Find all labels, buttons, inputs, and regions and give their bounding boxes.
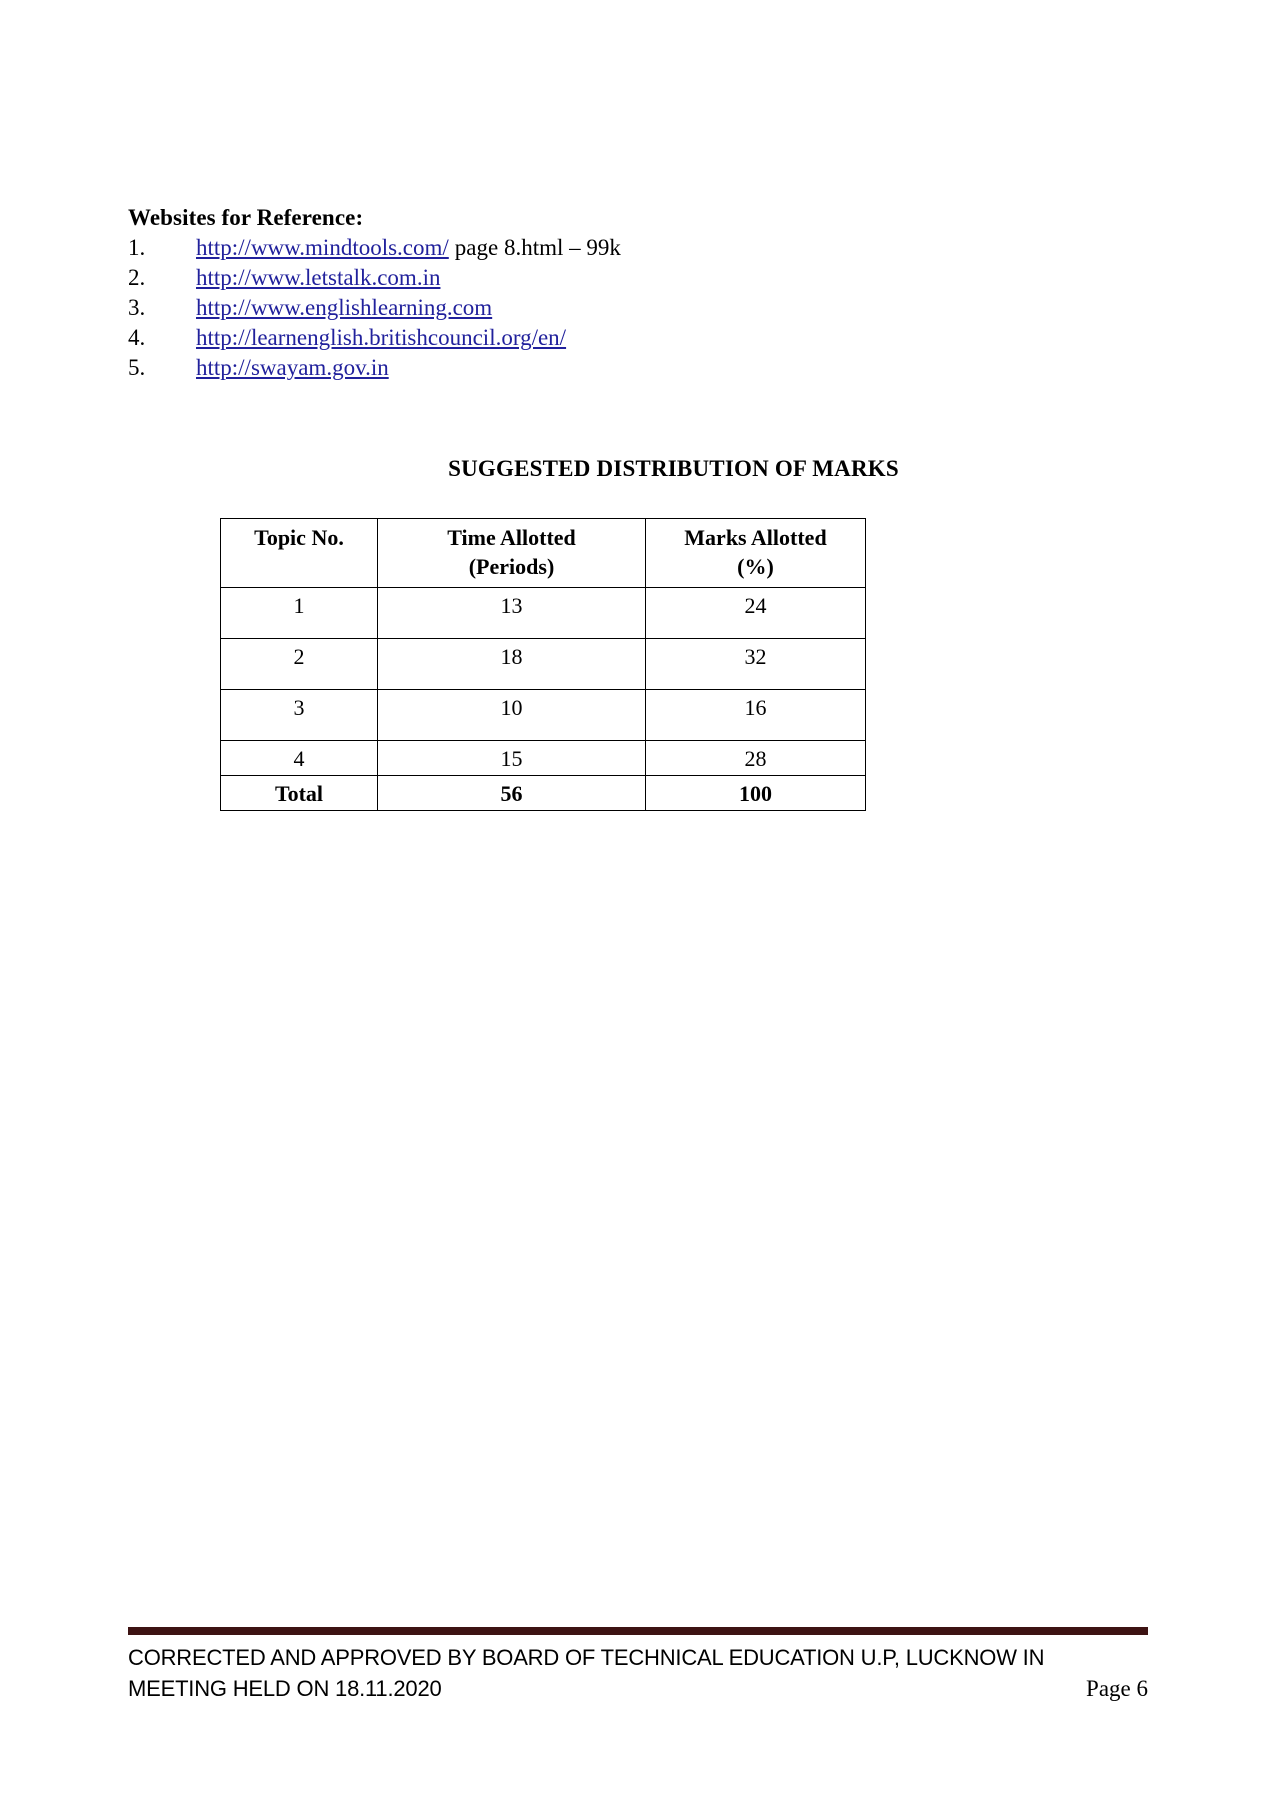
cell-topic-no: 4 [221,741,378,776]
page-footer [128,1627,1148,1705]
list-item [128,323,1028,353]
column-header-topic-no-label: Topic No. [254,525,344,550]
cell-topic-no: 1 [221,588,378,639]
table-row [221,588,866,639]
reference-link[interactable]: http://www.mindtools.com/ [196,234,449,260]
page-number: Page 6 [1086,1676,1148,1702]
column-header-marks-allotted-label: Marks Allotted [684,525,827,550]
footer-text-block [128,1643,1148,1705]
reference-link[interactable]: http://swayam.gov.in [196,354,389,380]
reference-link-list [128,233,1028,383]
list-item [128,353,1028,383]
reference-link[interactable]: http://www.englishlearning.com [196,294,493,320]
list-item-number: 5. [128,354,146,380]
cell-time-allotted: 15 [378,741,646,776]
marks-distribution-table [220,518,865,811]
list-item [128,233,1028,263]
cell-marks-allotted: 24 [646,588,866,639]
list-item-number: 2. [128,264,146,290]
websites-reference-heading: Websites for Reference: [128,205,364,230]
list-item-number: 1. [128,234,146,260]
cell-time-allotted: 18 [378,639,646,690]
cell-time-allotted: 13 [378,588,646,639]
cell-topic-no: 2 [221,639,378,690]
list-item [128,293,1028,323]
cell-marks-allotted: 32 [646,639,866,690]
table-row [221,639,866,690]
cell-total-time: 56 [378,776,646,811]
table-header-row [221,519,866,588]
column-header-time-allotted [378,519,646,588]
list-item-number: 4. [128,324,146,350]
column-header-time-allotted-unit: (Periods) [468,554,555,580]
column-header-time-allotted-label: Time Allotted [447,525,576,550]
table-total-row [221,776,866,811]
page-title: SUGGESTED DISTRIBUTION OF MARKS [448,456,899,481]
footer-divider [128,1627,1148,1635]
footer-line-2-row [128,1673,1148,1705]
cell-total-marks: 100 [646,776,866,811]
cell-topic-no: 3 [221,690,378,741]
reference-link[interactable]: http://www.letstalk.com.in [196,264,441,290]
cell-total-label: Total [221,776,378,811]
column-header-topic-no [221,519,378,588]
cell-time-allotted: 10 [378,690,646,741]
list-item [128,263,1028,293]
reference-link-suffix: page 8.html – 99k [454,234,621,260]
websites-reference-section [128,203,1028,383]
footer-line-1: CORRECTED AND APPROVED BY BOARD OF TECHNICAL EDUCATION U.P, LUCKNOW IN [128,1645,1045,1670]
footer-line-2: MEETING HELD ON 18.11.2020 [128,1676,442,1702]
reference-link[interactable]: http://learnenglish.britishcouncil.org/en/ [196,324,567,350]
column-header-marks-allotted-unit: (%) [737,554,774,580]
cell-marks-allotted: 16 [646,690,866,741]
table-row [221,690,866,741]
list-item-number: 3. [128,294,146,320]
cell-marks-allotted: 28 [646,741,866,776]
column-header-marks-allotted [646,519,866,588]
table-row [221,741,866,776]
